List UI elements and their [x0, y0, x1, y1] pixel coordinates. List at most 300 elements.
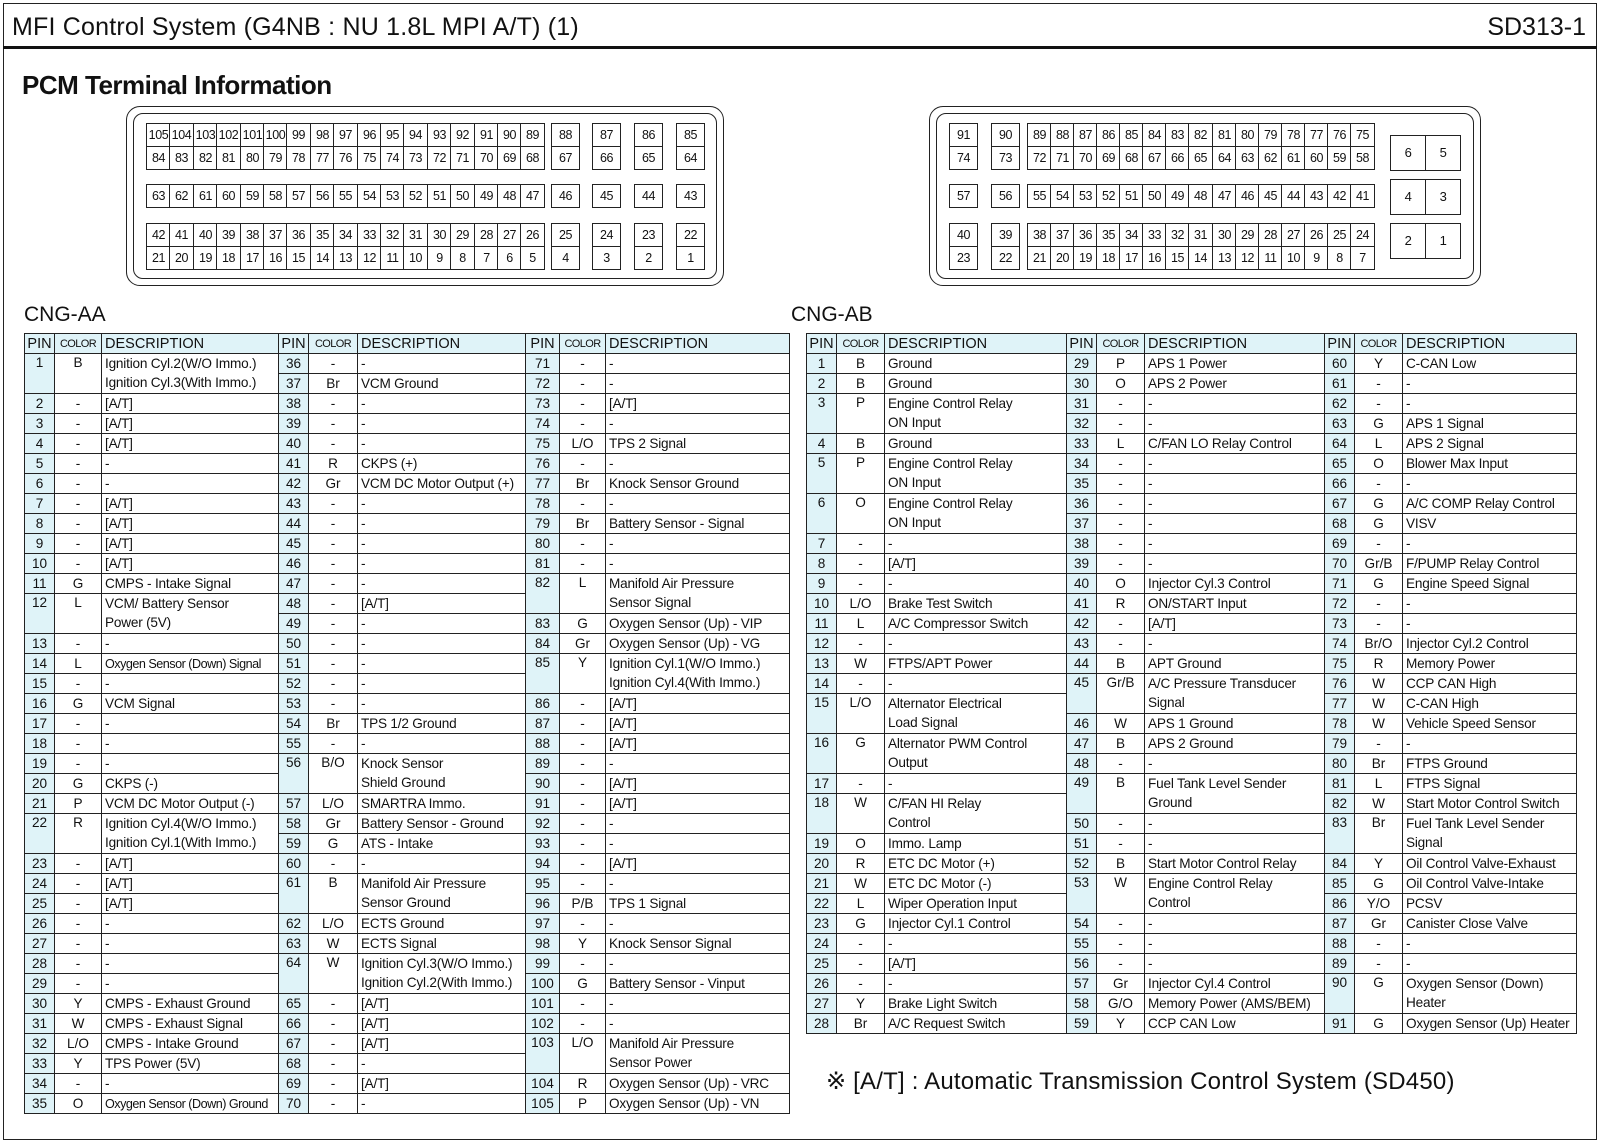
connector-pin: 1 [676, 246, 705, 270]
connector-pin: 56 [991, 184, 1020, 208]
section-title: PCM Terminal Information [22, 70, 332, 100]
pin-number-cell: 16 [807, 734, 837, 774]
connector-pin: 34 [333, 223, 358, 247]
connector-pin: 31 [403, 223, 428, 247]
pin-number-cell: 8 [25, 514, 55, 534]
description-cell: - [885, 774, 1067, 794]
table-row [25, 674, 790, 694]
wire-color-cell: R [560, 1074, 606, 1094]
pin-number-cell: 6 [807, 494, 837, 534]
pin-number-cell: 103 [526, 1034, 560, 1074]
table-row [807, 734, 1577, 754]
connector-pin: 18 [216, 246, 241, 270]
description-cell: ON Input [885, 514, 1067, 534]
description-cell: Blower Max Input [1403, 454, 1577, 474]
description-cell: ECTS Signal [358, 934, 526, 954]
pin-number-cell: 87 [1325, 914, 1355, 934]
wire-color-cell: G [1355, 874, 1403, 894]
wire-color-cell: G [55, 574, 102, 594]
connector-pin: 83 [169, 146, 194, 170]
connector-pin: 31 [1188, 223, 1213, 247]
wire-color-cell: - [309, 394, 358, 414]
connector-pin: 53 [380, 184, 405, 208]
description-cell: Injector Cyl.2 Control [1403, 634, 1577, 654]
connector-pin: 84 [1142, 123, 1167, 147]
description-cell: - [358, 414, 526, 434]
connector-pin: 103 [193, 123, 218, 147]
description-cell: [A/T] [102, 434, 279, 454]
pin-number-cell: 81 [526, 554, 560, 574]
description-cell: Shield Ground [358, 774, 526, 794]
connector-pin: 85 [1119, 123, 1144, 147]
wire-color-cell: - [837, 574, 885, 594]
table-row [807, 574, 1577, 594]
connector-pin: 48 [497, 184, 522, 208]
description-cell: ON Input [885, 474, 1067, 494]
description-cell: TPS 1/2 Ground [358, 714, 526, 734]
connector-pin: 2 [1390, 223, 1426, 259]
pin-number-cell: 57 [279, 794, 309, 814]
pin-number-cell: 35 [1067, 474, 1097, 494]
wire-color-cell: - [1355, 394, 1403, 414]
pin-number-cell: 102 [526, 1014, 560, 1034]
description-cell: - [606, 414, 790, 434]
wire-color-cell: - [560, 774, 606, 794]
description-cell: Injector Cyl.4 Control [1145, 974, 1325, 994]
connector-pin: 35 [310, 223, 335, 247]
pin-number-cell: 14 [807, 674, 837, 694]
description-cell: - [102, 1074, 279, 1094]
description-cell: Engine Speed Signal [1403, 574, 1577, 594]
wire-color-cell: - [309, 494, 358, 514]
connector-pin: 48 [1188, 184, 1213, 208]
pin-number-cell: 44 [279, 514, 309, 534]
connector-pin: 100 [263, 123, 288, 147]
description-cell: [A/T] [358, 594, 526, 614]
table-header-row [25, 334, 790, 354]
description-cell: - [1145, 934, 1325, 954]
wire-color-cell: - [55, 454, 102, 474]
description-header: DESCRIPTION [1403, 334, 1577, 354]
description-cell: Knock Sensor Signal [606, 934, 790, 954]
description-cell: Oxygen Sensor (Up) - VG [606, 634, 790, 654]
table-row [807, 774, 1577, 794]
description-cell: Manifold Air Pressure [358, 874, 526, 894]
connector-pin: 32 [1165, 223, 1190, 247]
pin-number-cell: 83 [1325, 814, 1355, 854]
table-row [25, 354, 790, 374]
connector-pin: 55 [333, 184, 358, 208]
wire-color-cell: L/O [837, 694, 885, 734]
pin-number-cell: 62 [1325, 394, 1355, 414]
connector-pin: 69 [497, 146, 522, 170]
description-cell: - [358, 654, 526, 674]
description-cell: - [885, 934, 1067, 954]
wire-color-cell: - [55, 874, 102, 894]
connector-pin: 43 [1304, 184, 1329, 208]
description-cell: - [606, 454, 790, 474]
wire-color-cell: R [1097, 594, 1145, 614]
wire-color-cell: - [55, 414, 102, 434]
connector-pin: 52 [403, 184, 428, 208]
wire-color-cell: W [1097, 714, 1145, 734]
pin-number-cell: 54 [1067, 914, 1097, 934]
connector-pin: 28 [1258, 223, 1283, 247]
connector-pin: 36 [1073, 223, 1098, 247]
pin-number-cell: 15 [25, 674, 55, 694]
description-header: DESCRIPTION [1145, 334, 1325, 354]
description-cell: [A/T] [606, 734, 790, 754]
description-cell: - [358, 634, 526, 654]
wire-color-cell: Gr [560, 634, 606, 654]
description-cell: - [606, 374, 790, 394]
description-cell: - [1403, 954, 1577, 974]
connector-pin: 16 [1142, 246, 1167, 270]
description-cell: - [358, 1094, 526, 1114]
connector-pin: 62 [1258, 146, 1283, 170]
wire-color-cell: - [55, 714, 102, 734]
description-cell: - [1403, 474, 1577, 494]
description-cell: - [102, 474, 279, 494]
connector-pin: 38 [240, 223, 265, 247]
table-row [25, 714, 790, 734]
description-cell: - [885, 974, 1067, 994]
pin-number-cell: 36 [279, 354, 309, 374]
wire-color-cell: - [309, 654, 358, 674]
wire-color-cell: P [837, 454, 885, 494]
connector-pin: 11 [380, 246, 405, 270]
table-row [807, 454, 1577, 474]
pin-number-cell: 90 [526, 774, 560, 794]
pin-number-cell: 28 [25, 954, 55, 974]
connector-pin: 29 [450, 223, 475, 247]
pin-number-cell: 10 [807, 594, 837, 614]
connector-pin: 70 [474, 146, 499, 170]
wire-color-cell: - [560, 994, 606, 1014]
wire-color-cell: - [560, 1014, 606, 1034]
wire-color-cell: G [560, 974, 606, 994]
table-row [25, 734, 790, 754]
footnote: ※ [A/T] : Automatic Transmission Control System (SD450) [826, 1068, 1455, 1095]
description-cell: - [606, 354, 790, 374]
connector-pin: 87 [1073, 123, 1098, 147]
pin-number-cell: 90 [1325, 974, 1355, 1014]
wire-color-cell: - [55, 514, 102, 534]
color-header: COLOR [55, 334, 102, 354]
table-row [807, 974, 1577, 994]
pin-number-cell: 52 [279, 674, 309, 694]
wire-color-cell: L [837, 614, 885, 634]
table-row [807, 474, 1577, 494]
description-cell: TPS Power (5V) [102, 1054, 279, 1074]
connector-pin: 64 [676, 146, 705, 170]
connector-pin: 9 [1304, 246, 1329, 270]
wire-color-cell: - [309, 354, 358, 374]
description-cell: - [358, 534, 526, 554]
connector-pin: 68 [1119, 146, 1144, 170]
wire-color-cell: B [1097, 654, 1145, 674]
description-cell: [A/T] [102, 534, 279, 554]
description-cell: Ignition Cyl.2(With Immo.) [358, 974, 526, 994]
connector-pin: 9 [427, 246, 452, 270]
table-row [807, 434, 1577, 454]
wire-color-cell: - [1355, 734, 1403, 754]
table-row [807, 394, 1577, 414]
connector-pin: 93 [427, 123, 452, 147]
description-cell: [A/T] [102, 494, 279, 514]
connector-pin: 42 [146, 223, 171, 247]
description-cell: - [102, 934, 279, 954]
pin-number-cell: 57 [1067, 974, 1097, 994]
wire-color-cell: - [55, 534, 102, 554]
description-cell: - [1145, 414, 1325, 434]
wire-color-cell: G [837, 734, 885, 774]
wire-color-cell: - [1097, 534, 1145, 554]
pin-number-cell: 29 [25, 974, 55, 994]
wire-color-cell: - [55, 394, 102, 414]
wire-color-cell: Gr [309, 814, 358, 834]
wire-color-cell: B [837, 374, 885, 394]
wire-color-cell: P/B [560, 894, 606, 914]
wire-color-cell: - [1097, 414, 1145, 434]
connector-pin: 57 [949, 184, 978, 208]
wire-color-cell: Y/O [1355, 894, 1403, 914]
pin-number-cell: 47 [279, 574, 309, 594]
pin-number-cell: 24 [25, 874, 55, 894]
connector-pin: 58 [1350, 146, 1375, 170]
pin-number-cell: 58 [279, 814, 309, 834]
wire-color-cell: Y [55, 994, 102, 1014]
pin-number-cell: 25 [807, 954, 837, 974]
description-cell: - [358, 694, 526, 714]
connector-pin: 75 [357, 146, 382, 170]
table-row [807, 594, 1577, 614]
connector-pin: 71 [450, 146, 475, 170]
pin-number-cell: 55 [1067, 934, 1097, 954]
wire-color-cell: - [309, 554, 358, 574]
description-cell: Ignition Cyl.1(W/O Immo.) [606, 654, 790, 674]
description-cell: C-CAN Low [1403, 354, 1577, 374]
description-cell: APS 2 Signal [1403, 434, 1577, 454]
connector-pin: 30 [427, 223, 452, 247]
description-cell: Ignition Cyl.2(W/O Immo.) [102, 354, 279, 374]
connector-pin: 46 [551, 184, 580, 208]
description-cell: Sensor Power [606, 1054, 790, 1074]
color-header: COLOR [560, 334, 606, 354]
pin-number-cell: 24 [807, 934, 837, 954]
wire-color-cell: G [1355, 974, 1403, 1014]
table-row [25, 414, 790, 434]
pin-number-cell: 17 [25, 714, 55, 734]
description-cell: - [1403, 594, 1577, 614]
pin-number-cell: 7 [25, 494, 55, 514]
description-cell: - [885, 574, 1067, 594]
wire-color-cell: L/O [837, 594, 885, 614]
connector-pin: 33 [1142, 223, 1167, 247]
table-row [25, 1074, 790, 1094]
pin-number-cell: 94 [526, 854, 560, 874]
wire-color-cell: - [309, 674, 358, 694]
pin-number-cell: 69 [279, 1074, 309, 1094]
table-row [807, 934, 1577, 954]
connector-pin: 80 [240, 146, 265, 170]
description-cell: C-CAN High [1403, 694, 1577, 714]
description-cell: [A/T] [885, 954, 1067, 974]
table-row [807, 514, 1577, 534]
connector-pin: 18 [1096, 246, 1121, 270]
description-cell: TPS 2 Signal [606, 434, 790, 454]
table-row [25, 994, 790, 1014]
table-row [807, 854, 1577, 874]
wire-color-cell: W [1355, 714, 1403, 734]
table-row [25, 814, 790, 834]
pin-number-cell: 18 [807, 794, 837, 834]
description-cell: - [1145, 394, 1325, 414]
connector-pin: 47 [520, 184, 545, 208]
wire-color-cell: O [1355, 454, 1403, 474]
description-cell: [A/T] [606, 714, 790, 734]
description-cell: APT Ground [1145, 654, 1325, 674]
pin-number-cell: 4 [807, 434, 837, 454]
description-cell: - [1145, 474, 1325, 494]
wire-color-cell: - [1097, 814, 1145, 834]
color-header: COLOR [1355, 334, 1403, 354]
pin-number-cell: 68 [279, 1054, 309, 1074]
wire-color-cell: L/O [560, 1034, 606, 1074]
table-row [25, 1034, 790, 1054]
description-cell: - [1145, 534, 1325, 554]
wire-color-cell: - [1097, 614, 1145, 634]
wire-color-cell: P [1097, 354, 1145, 374]
wire-color-cell: - [309, 854, 358, 874]
description-cell: [A/T] [102, 874, 279, 894]
wire-color-cell: - [560, 794, 606, 814]
connector-pin: 17 [240, 246, 265, 270]
description-cell: Manifold Air Pressure [606, 1034, 790, 1054]
wire-color-cell: - [1097, 514, 1145, 534]
pin-number-cell: 82 [526, 574, 560, 614]
pin-number-cell: 60 [279, 854, 309, 874]
description-cell: - [1145, 554, 1325, 574]
connector-pin: 77 [310, 146, 335, 170]
table-row [807, 954, 1577, 974]
wire-color-cell: - [560, 414, 606, 434]
description-cell: CKPS (-) [102, 774, 279, 794]
pin-number-cell: 52 [1067, 854, 1097, 874]
wire-color-cell: - [1097, 474, 1145, 494]
description-cell: Knock Sensor Ground [606, 474, 790, 494]
table-row [807, 374, 1577, 394]
description-cell: Control [1145, 894, 1325, 914]
connector-pin: 41 [169, 223, 194, 247]
pin-number-cell: 32 [1067, 414, 1097, 434]
wire-color-cell: - [309, 414, 358, 434]
description-cell: Ignition Cyl.3(With Immo.) [102, 374, 279, 394]
wire-color-cell: - [837, 534, 885, 554]
pin-number-cell: 2 [807, 374, 837, 394]
table-row [25, 574, 790, 594]
description-cell: - [358, 1054, 526, 1074]
description-cell: Ignition Cyl.4(With Immo.) [606, 674, 790, 694]
pin-number-cell: 84 [526, 634, 560, 654]
wire-color-cell: - [309, 1074, 358, 1094]
pin-number-cell: 22 [807, 894, 837, 914]
connector-pin: 66 [1165, 146, 1190, 170]
description-cell: Start Motor Control Relay [1145, 854, 1325, 874]
connector-pin: 88 [1050, 123, 1075, 147]
connector-pin: 4 [551, 246, 580, 270]
wire-color-cell: - [55, 914, 102, 934]
connector-pin: 59 [240, 184, 265, 208]
table-row [25, 434, 790, 454]
wire-color-cell: - [55, 554, 102, 574]
table-row [25, 654, 790, 674]
connector-pin: 51 [1119, 184, 1144, 208]
table-header-row [807, 334, 1577, 354]
pin-number-cell: 85 [526, 654, 560, 694]
connector-pin: 12 [1235, 246, 1260, 270]
wire-color-cell: L [837, 894, 885, 914]
description-cell: - [606, 814, 790, 834]
connector-ab-pin-table [806, 333, 1577, 1034]
description-cell: CCP CAN High [1403, 674, 1577, 694]
connector-pin: 20 [169, 246, 194, 270]
connector-pin: 20 [1050, 246, 1075, 270]
description-cell: - [358, 574, 526, 594]
wire-color-cell: - [560, 694, 606, 714]
pin-number-cell: 71 [526, 354, 560, 374]
wire-color-cell: P [837, 394, 885, 434]
pin-number-cell: 86 [1325, 894, 1355, 914]
description-cell: Manifold Air Pressure [606, 574, 790, 594]
pin-number-cell: 58 [1067, 994, 1097, 1014]
description-cell: Power (5V) [102, 614, 279, 634]
pin-header: PIN [1325, 334, 1355, 354]
wire-color-cell: L/O [55, 1034, 102, 1054]
wire-color-cell: - [560, 874, 606, 894]
wire-color-cell: - [309, 1054, 358, 1074]
description-cell: TPS 1 Signal [606, 894, 790, 914]
description-cell: [A/T] [606, 854, 790, 874]
table-row [807, 754, 1577, 774]
pin-number-cell: 53 [279, 694, 309, 714]
connector-pin: 27 [497, 223, 522, 247]
pin-number-cell: 23 [807, 914, 837, 934]
description-cell: - [358, 854, 526, 874]
description-cell: - [606, 554, 790, 574]
connector-pin: 79 [1258, 123, 1283, 147]
pin-number-cell: 3 [25, 414, 55, 434]
connector-pin: 14 [310, 246, 335, 270]
pin-number-cell: 56 [1067, 954, 1097, 974]
wire-color-cell: O [837, 834, 885, 854]
table-row [25, 1094, 790, 1114]
pin-number-cell: 45 [1067, 674, 1097, 714]
connector-pin: 66 [592, 146, 621, 170]
table-row [807, 874, 1577, 894]
wire-color-cell: B [1097, 734, 1145, 754]
wire-color-cell: G [1355, 514, 1403, 534]
connector-pin: 84 [146, 146, 171, 170]
connector-pin: 7 [474, 246, 499, 270]
connector-pin: 61 [1281, 146, 1306, 170]
connector-pin: 44 [634, 184, 663, 208]
description-cell: C/FAN LO Relay Control [1145, 434, 1325, 454]
connector-pin: 82 [193, 146, 218, 170]
description-cell: - [102, 754, 279, 774]
pin-number-cell: 43 [279, 494, 309, 514]
connector-pin: 99 [286, 123, 311, 147]
